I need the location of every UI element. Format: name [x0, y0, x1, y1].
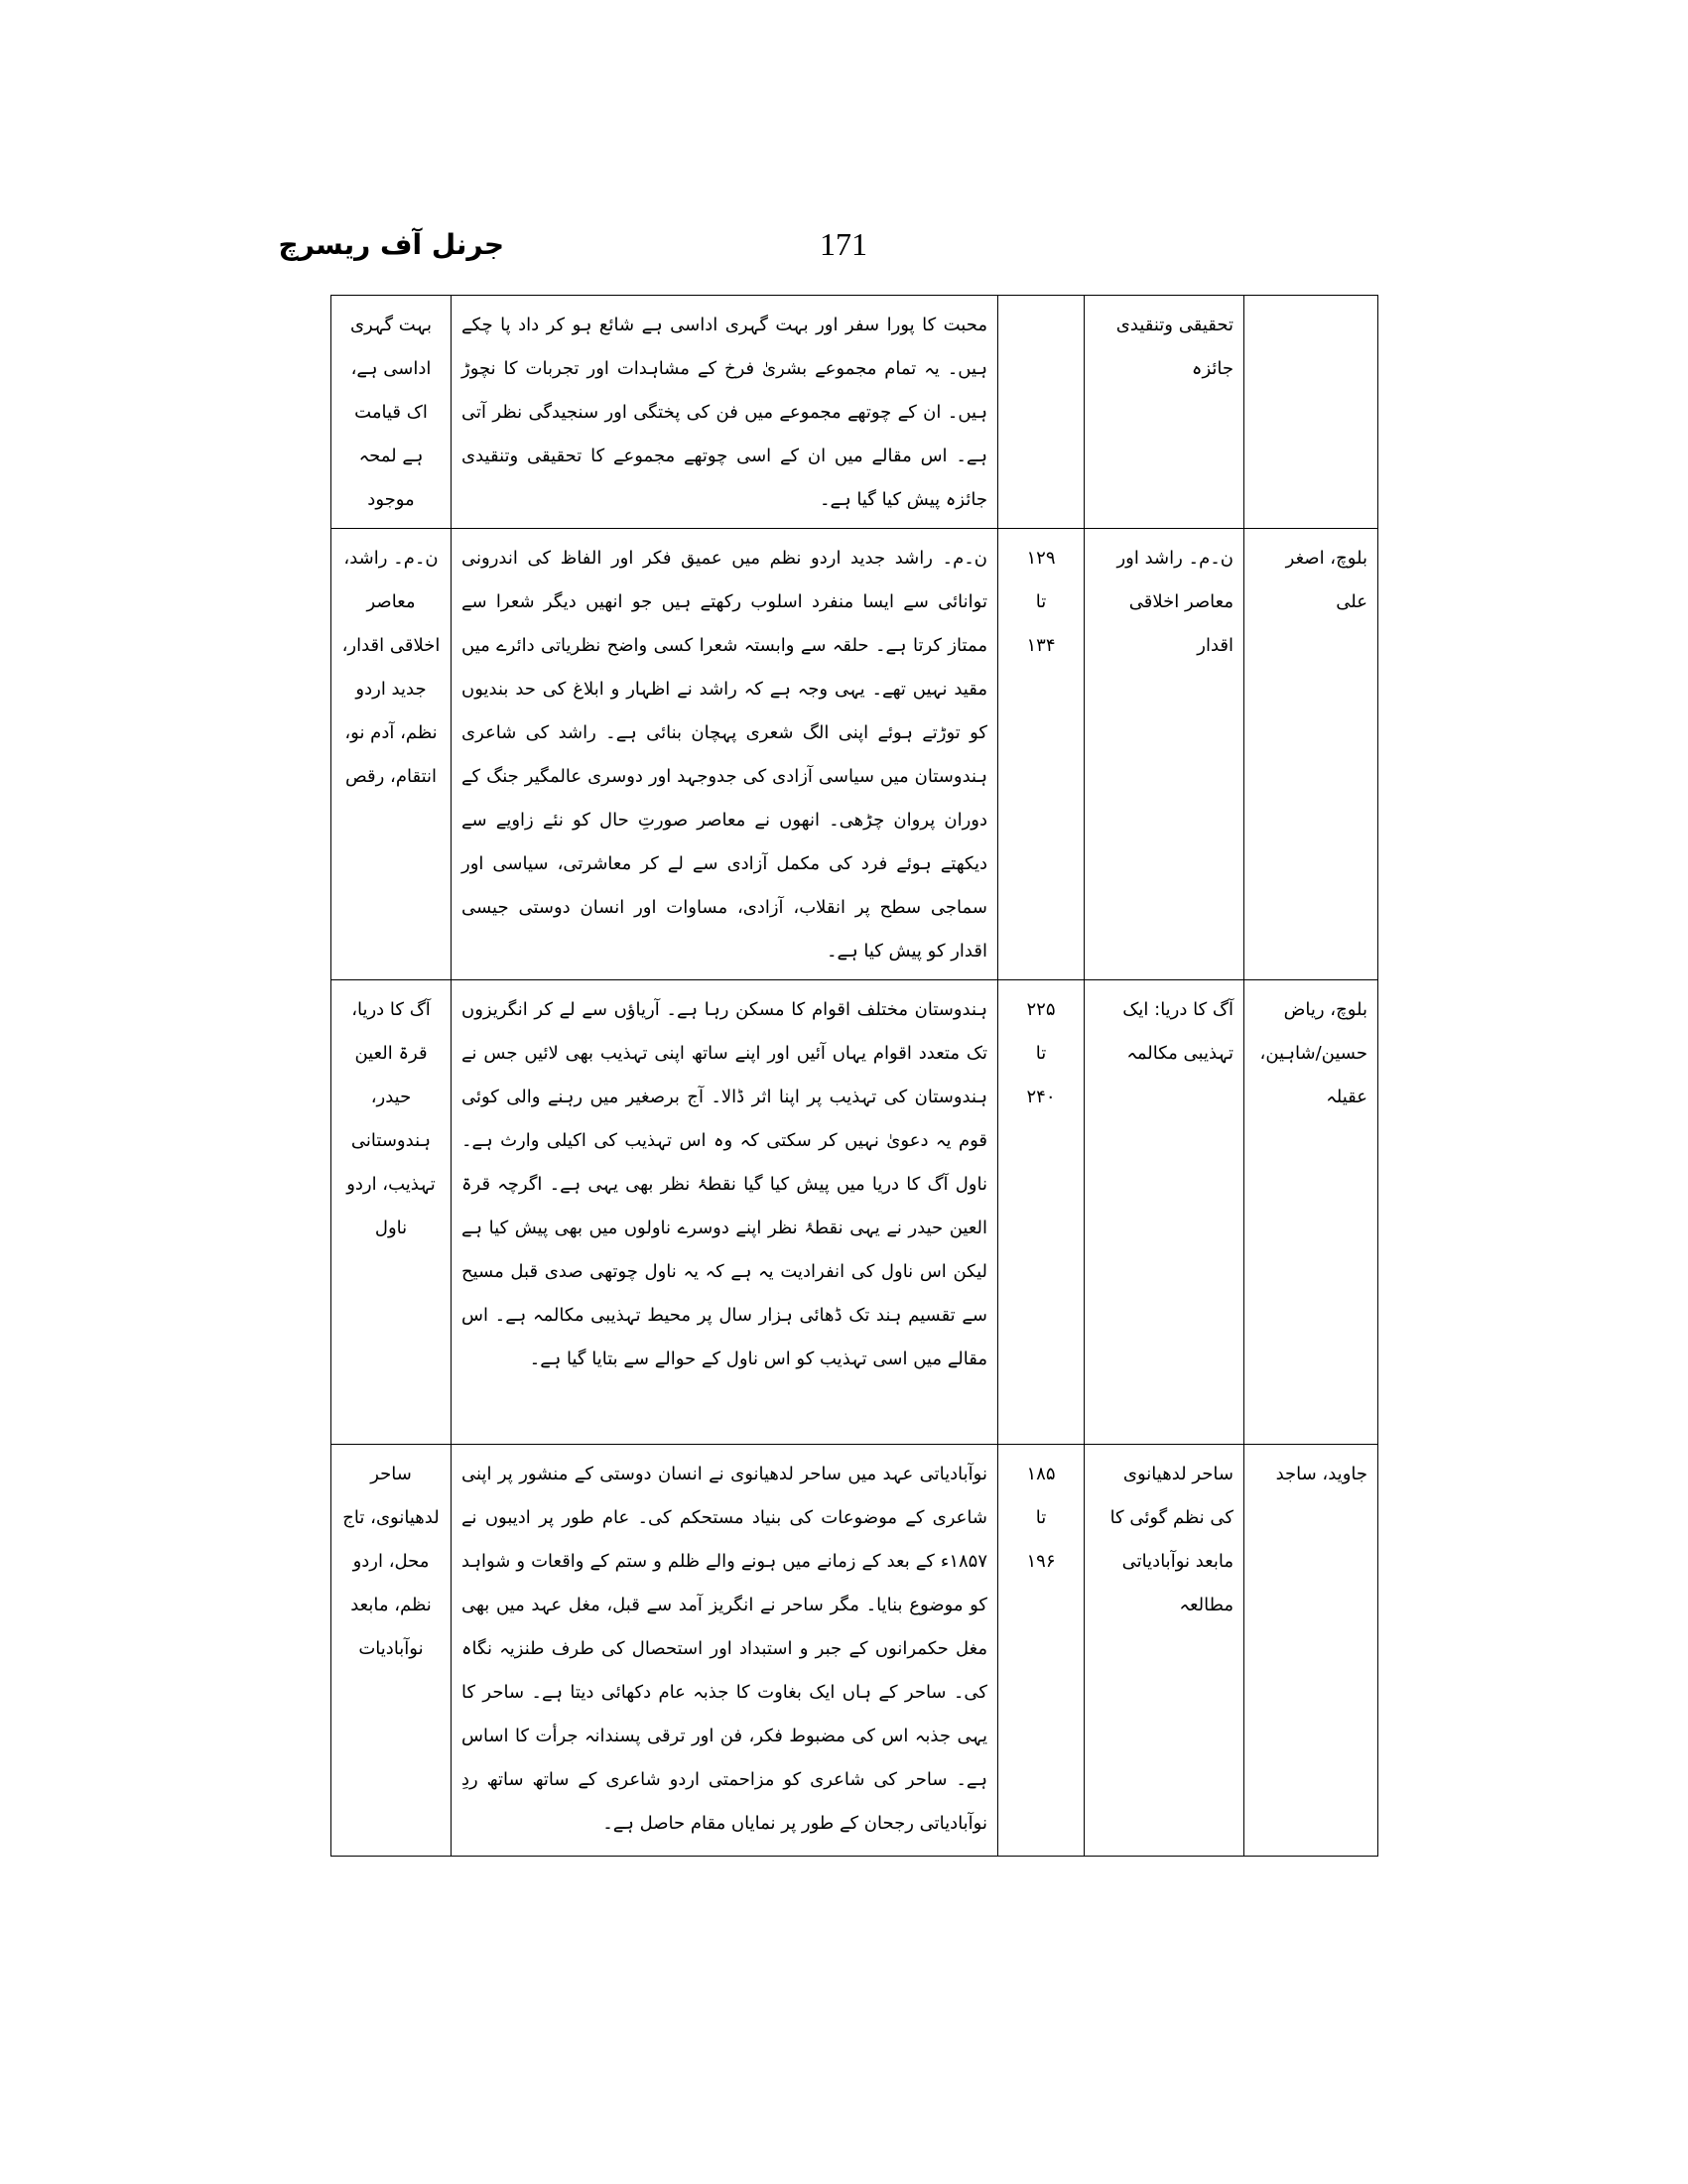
- keywords-cell: بہت گہری اداسی ہے، اک قیامت ہے لمحہ موجود: [331, 296, 452, 529]
- page-to-label: تا: [1035, 1507, 1047, 1528]
- title-cell: تحقیقی وتنقیدی جائزہ: [1085, 296, 1244, 529]
- title-cell: ن۔م۔ راشد اور معاصر اخلاقی اقدار: [1085, 529, 1244, 980]
- page-to: ۱۹۶: [1026, 1551, 1056, 1572]
- abstract-cell: نوآبادیاتی عہد میں ساحر لدھیانوی نے انسان دوستی کے منشور پر اپنی شاعری کے موضوعات کی بنیاد مستحکم کی۔ عام طور پر ادیبوں نے ۱۸۵۷ء کے بعد کے زمانے میں ہونے والے ظلم و ستم کے واقعات و شواہد کو موضوع بنایا۔ مگر ساحر نے انگریز آمد سے قبل، مغل عہد میں بھی مغل حکمرانوں کے جبر و استبداد اور استحصال کی طرف طنزیہ نگاہ کی۔ ساحر کے ہاں ایک بغاوت کا جذبہ عام دکھائی دیتا ہے۔ ساحر کا یہی جذبہ اس کی مضبوط فکر، فن اور ترقی پسندانہ جرأت کا اساس ہے۔ ساحر کی شاعری کو مزاحمتی اردو شاعری کے ساتھ ساتھ ردِ نوآبادیاتی رجحان کے طور پر نمایاں مقام حاصل ہے۔: [452, 1445, 998, 1857]
- abstract-cell: ہندوستان مختلف اقوام کا مسکن رہا ہے۔ آریاؤں سے لے کر انگریزوں تک متعدد اقوام یہاں آئیں اور اپنے ساتھ اپنی تہذیب بھی لائیں جس نے ہندوستان کی تہذیب پر اپنا اثر ڈالا۔ آج برصغیر میں رہنے والی کوئی قوم یہ دعویٰ نہیں کر سکتی کہ وہ اس تہذیب کی اکیلی وارث ہے۔ ناول آگ کا دریا میں پیش کیا گیا نقطۂ نظر بھی یہی ہے۔ اگرچہ قرۃ العین حیدر نے یہی نقطۂ نظر اپنے دوسرے ناولوں میں بھی پیش کیا ہے لیکن اس ناول کی انفرادیت یہ ہے کہ یہ ناول چوتھی صدی قبل مسیح سے تقسیم ہند تک ڈھائی ہزار سال پر محیط تہذیبی مکالمہ ہے۔ اس مقالے میں اسی تہذیب کو اس ناول کے حوالے سے بتایا گیا ہے۔: [452, 980, 998, 1445]
- bibliography-table: [330, 295, 1378, 1857]
- pages-cell: [998, 529, 1085, 980]
- pages-cell: [998, 1445, 1085, 1857]
- author-cell: [1244, 296, 1378, 529]
- table-row: [331, 980, 1378, 1445]
- journal-title: جرنل آف ریسرچ: [278, 228, 504, 261]
- author-cell: جاوید، ساجد: [1244, 1445, 1378, 1857]
- title-cell: ساحر لدھیانوی کی نظم گوئی کا مابعد نوآبادیاتی مطالعہ: [1085, 1445, 1244, 1857]
- abstract-cell: محبت کا پورا سفر اور بہت گہری اداسی ہے شائع ہو کر داد پا چکے ہیں۔ یہ تمام مجموعے بشریٰ فرخ کے مشاہدات اور تجربات کا نچوڑ ہیں۔ ان کے چوتھے مجموعے میں فن کی پختگی اور سنجیدگی نظر آتی ہے۔ اس مقالے میں ان کے اسی چوتھے مجموعے کا تحقیقی وتنقیدی جائزہ پیش کیا گیا ہے۔: [452, 296, 998, 529]
- table-row: [331, 1445, 1378, 1857]
- author-cell: بلوچ، اصغر علی: [1244, 529, 1378, 980]
- author-cell: بلوچ، ریاض حسین/شاہین، عقیلہ: [1244, 980, 1378, 1445]
- page-from: ۲۲۵: [1026, 999, 1056, 1020]
- table-row: [331, 529, 1378, 980]
- table-row: [331, 296, 1378, 529]
- keywords-cell: ساحر لدھیانوی، تاج محل، اردو نظم، مابعد نوآبادیات: [331, 1445, 452, 1857]
- page-from: ۱۲۹: [1026, 548, 1056, 569]
- abstract-cell: ن۔م۔ راشد جدید اردو نظم میں عمیق فکر اور الفاظ کی اندرونی توانائی سے ایسا منفرد اسلوب رکھتے ہیں جو انھیں دیگر شعرا سے ممتاز کرتا ہے۔ حلقہ سے وابستہ شعرا کسی واضح نظریاتی دائرے میں مقید نہیں تھے۔ یہی وجہ ہے کہ راشد نے اظہار و ابلاغ کی حد بندیوں کو توڑتے ہوئے اپنی الگ شعری پہچان بنائی ہے۔ راشد کی شاعری ہندوستان میں سیاسی آزادی کی جدوجہد اور دوسری عالمگیر جنگ کے دوران پروان چڑھی۔ انھوں نے معاصر صورتِ حال کو نئے زاویے سے دیکھتے ہوئے فرد کی مکمل آزادی سے لے کر معاشرتی، سیاسی اور سماجی سطح پر انقلاب، آزادی، مساوات اور انسان دوستی جیسی اقدار کو پیش کیا ہے۔: [452, 529, 998, 980]
- pages-cell: [998, 980, 1085, 1445]
- page-to: ۲۴۰: [1026, 1087, 1056, 1107]
- title-cell: آگ کا دریا: ایک تہذیبی مکالمہ: [1085, 980, 1244, 1445]
- keywords-cell: ن۔م۔ راشد، معاصر اخلاقی اقدار، جدید اردو نظم، آدم نو، انتقام، رقص: [331, 529, 452, 980]
- page-to: ۱۳۴: [1026, 635, 1056, 656]
- pages-cell: [998, 296, 1085, 529]
- page-from: ۱۸۵: [1026, 1464, 1056, 1484]
- page-to-label: تا: [1035, 591, 1047, 612]
- keywords-cell: آگ کا دریا، قرۃ العین حیدر، ہندوستانی تہذیب، اردو ناول: [331, 980, 452, 1445]
- page-to-label: تا: [1035, 1043, 1047, 1064]
- page-number: 171: [820, 226, 867, 262]
